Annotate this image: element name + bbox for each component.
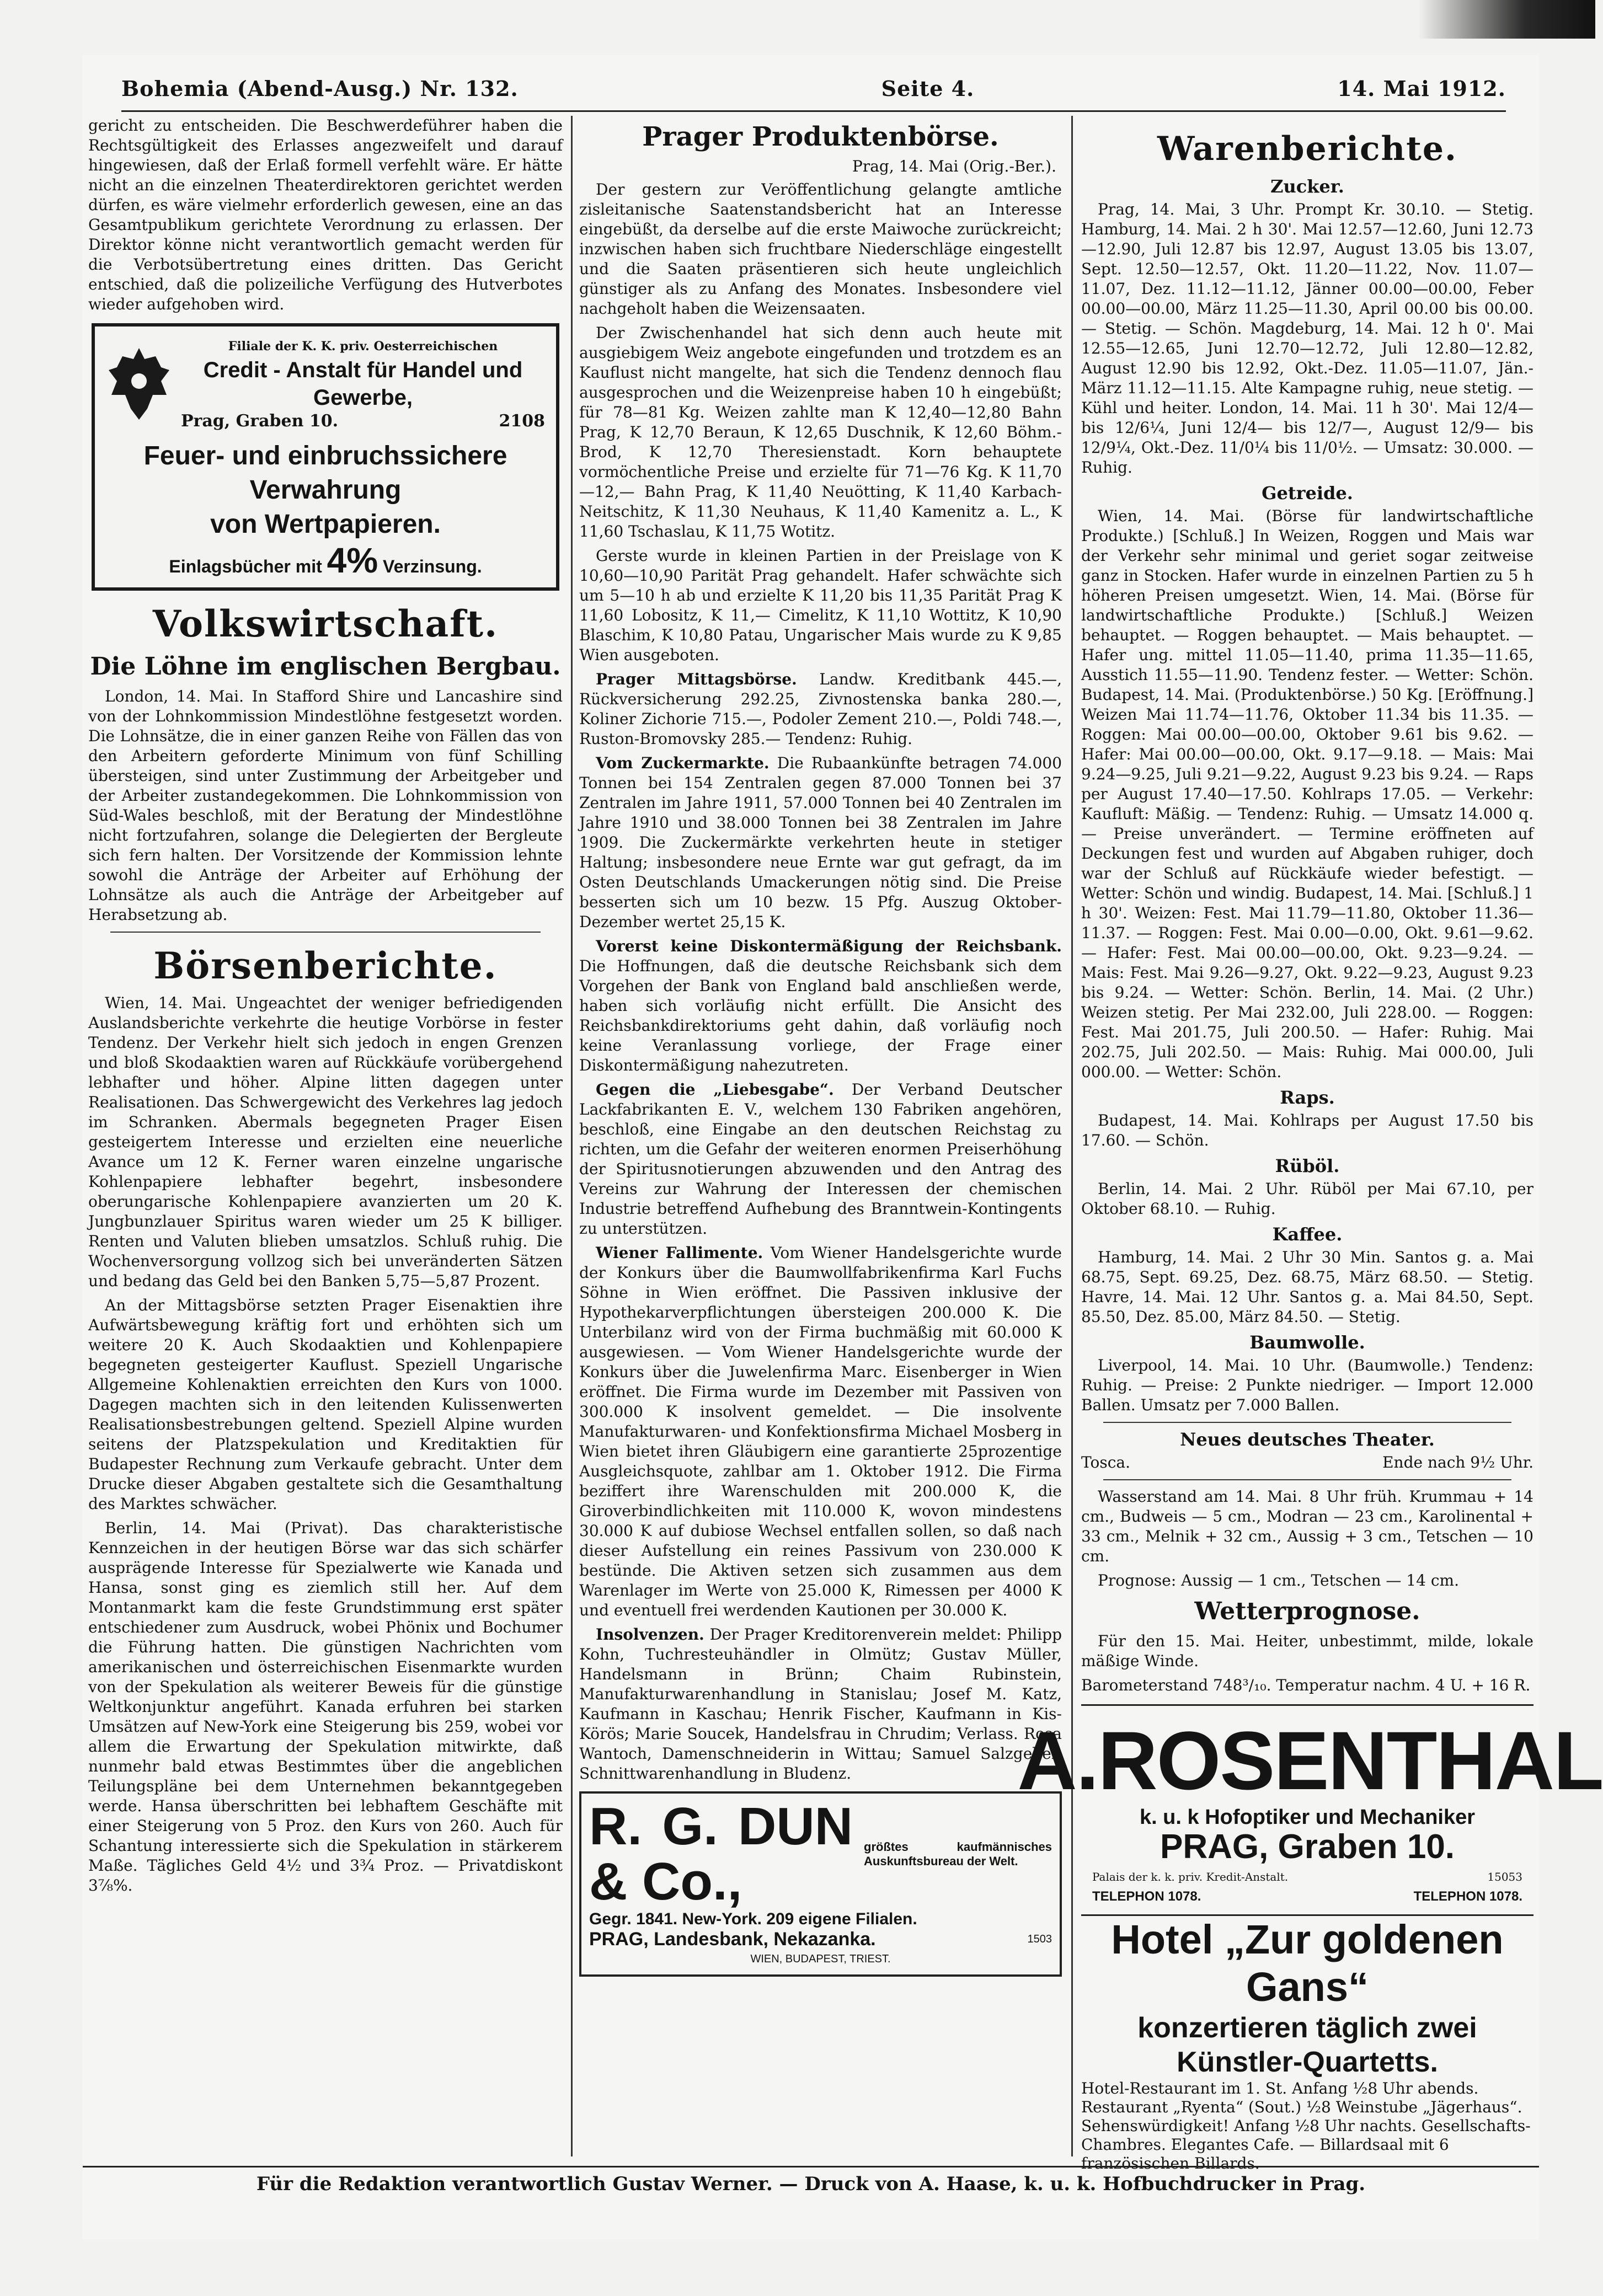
dun-name: R. G. DUN & Co., [589,1797,853,1911]
text-reichsbank: Die Hoffnungen, daß die deutsche Reichsbank sich dem Vorgehen der Bank von England bald anschließen werde, haben sich vorläufig nicht erfüllt. Die Ansicht des Reichsbankdirektoriums geht dahin, daß vorläufig noch keine Veranlassung vorliege, der Frage einer Diskontermäßigung nahezutreten. [579,957,1062,1074]
dun-line-2: Gegr. 1841. New-York. 209 eigene Filialen. [589,1910,917,1928]
text-zucker: Prag, 14. Mai, 3 Uhr. Prompt Kr. 30.10. — Stetig. Hamburg, 14. Mai. 2 h 30'. Mai 12.57—12.60, Juni 12.73—12.90, Juli 12.87 bis 12.97, August 13.05 bis 13.07, Sept. 12.50—12.57, Okt. 11.20—11.22, Nov. 11.07—11.07, Dez. 11.12—11.12, Jänner 00.00—00.00, Feber 00.00—00.00, März 11.25—11.30, April 00.00 bis 00.00. — Stetig. — Schön. Magdeburg, 14. Mai. 12 h 0'. Mai 12.55—12.65, Juni 12.70—12.72, Juli 12.80—12.82, August 12.90 bis 12.92, Okt.-Dez. 11.05—11.07, Jän.-März 11.12—11.15. Alte Kampagne ruhig, neue stetig. — Kühl und heiter. London, 14. Mai. 11 h 30'. Mai 12/4— bis 12/6¼, Juni 12/4— bis 12/7—, August 12/9— bis 12/9¼, Okt.-Dez. 11/0¼ bis 11/0½. — Umsatz: 30.000. — Ruhig. [1081,200,1533,477]
dun-line-3: PRAG, Landesbank, Nekazanka. [589,1929,876,1950]
text-liebesgabe: Der Verband Deutscher Lackfabrikanten E. V., welchem 130 Fabriken angehören, beschloß, eine Eingabe an den deutschen Reichstag zu richten, um die Gefahr der weiteren enormen Preiserhöhung der Spiritusnotierungen abzuwenden und den Antrag des Vereins zur Wahrung der Interessen der chemischen Industrie betreffend Aufhebung des Branntwein-Kontingents zu unterstützen. [579,1080,1062,1238]
ad-line-6c: Verzinsung. [383,556,482,576]
produkten-p2: Der Zwischenhandel hat sich denn auch heute mit ausgiebigem Weiz angebote eingefunden und trotzdem es an Kauflust nicht mangelte, hat sich die Tendenz dennoch flau ausgesprochen und die Weizenpreise haben 10 h eingebüßt; für 78—81 Kg. Weizen zahlte man K 12,40—12,80 Bahn Prag, K 12,70 Beraun, K 12,65 Duschnik, K 12,60 Böhm.-Brod, K 12,70 Theresienstadt. Korn behauptete vormöchentliche Preise und erzielte für 71—76 Kg. K 11,70—12,— Bahn Prag, K 11,40 Neuötting, K 11,40 Karbach-Neitschitz, K 11,30 Neuhaus, K 11,40 Kamenitz a. L., K 11,60 Tschaslau, K 11,75 Wotitz. [579,324,1062,540]
ad-line-5: von Wertpapieren. [210,510,441,539]
dun-side: größtes kaufmännisches Auskunftsbureau der Welt. [864,1840,1052,1868]
rosenthal-tel-right: TELEPHON 1078. [1413,1889,1522,1904]
report-mittagsboerse: An der Mittagsbörse setzten Prager Eisenaktien ihre Aufwärtsbewegung kräftig fort und erhöhten sich um weitere 20 K. Auch Skodaaktien und Kohlenpapiere begegneten gesteigerter Kauflust. Speziell Ungarische Allgemeine Kohlenaktien erreichten den Kurs von 1000. Dagegen machten sich in den leitenden Kulissenwerten Realisationsbestrebungen geltend. Speziell Alpine wurden seitens der Platzspekulation und Kreditaktien für Budapester Rechnung zum Verkaufe gebracht. Unter dem Drucke dieser Abgaben gestaltete sich die Gesamthaltung des Marktes schwächer. [88,1296,563,1513]
heading-rueboel: Rüböl. [1275,1155,1340,1176]
text-rueboel: Berlin, 14. Mai. 2 Uhr. Rüböl per Mai 67.10, per Oktober 68.10. — Ruhig. [1081,1180,1533,1218]
heading-getreide: Getreide. [1262,483,1353,504]
page-footer [83,2166,1539,2201]
heading-zucker: Zucker. [1270,176,1344,197]
rosenthal-tel-left: TELEPHON 1078. [1092,1889,1201,1904]
ad-line-4: Feuer- und einbruchssichere Verwahrung [143,441,507,505]
footer-text: Für die Redaktion verantwortlich Gustav Werner. — Druck von A. Haase, k. u. k. Hofbuchdrucker in Prag. [256,2173,1366,2195]
hotel-details: Hotel-Restaurant im 1. St. Anfang ½8 Uhr abends. Restaurant „Ryenta“ (Sout.) ½8 Weinstube „Jägerhaus“. Sehenswürdigkeit! Anfang ½8 Uhr nachts. Gesellschafts-Chambres. Elegantes Cafe. — Billardsaal mit 6 französischen Billards. [1081,2079,1531,2172]
text-mittagsboerse: Landw. Kreditbank 445.—, Rückversicherung 292.25, Zivnostenska banka 280.—, Koliner Zichorie 715.—, Podoler Zement 210.—, Poldi 748.—, Ruston-Bromovsky 285.— Tendenz: Ruhig. [579,670,1062,748]
text-wasserstand: Wasserstand am 14. Mai. 8 Uhr früh. Krummau + 14 cm., Budweis — 5 cm., Modran — 23 cm., Karolinental + 33 cm., Melnik + 32 cm., Aussig + 3 cm., Tetschen — 10 cm. [1081,1487,1533,1565]
header-masthead: Bohemia (Abend-Ausg.) Nr. 132. [121,76,519,101]
label-fallimente: Wiener Fallimente. [596,1244,763,1262]
dun-line-4: WIEN, BUDAPEST, TRIEST. [750,1953,891,1965]
section-title-boersenberichte: Börsenberichte. [153,944,498,987]
text-barometer: Barometerstand 748³/₁₀. Temperatur nachm. 4 U. + 16 R. [1081,1676,1531,1694]
text-wetter: Für den 15. Mai. Heiter, unbestimmt, milde, lokale mäßige Winde. [1081,1632,1533,1670]
separator [1103,1422,1511,1423]
text-insolvenzen: Der Prager Kreditorenverein meldet: Philipp Kohn, Tuchresteuhändler in Olmütz; Gustav Müller, Handelsmann in Brünn; Chaim Rubinstein, Manufakturwarenhandlung in Stanislau; Josef M. Katz, Kaufmann in Kaschau; Henrik Fischer, Kaufmann in Kis-Körös; Marie Soucek, Handelsfrau in Chrudim; Verlass. Rosa Wantoch, Damenschneiderin in Wittau; Samuel Salzgeber, Schnittwarenhandlung in Bludenz. [579,1625,1062,1783]
eagle-emblem-icon [106,342,172,425]
column-left [88,116,563,2156]
header-date: 14. Mai 1912. [1337,76,1506,101]
header-page-number: Seite 4. [881,76,975,101]
rosenthal-line-3: Palais der k. k. priv. Kredit-Anstalt. [1092,1870,1289,1883]
hotel-tagline: konzertieren täglich zwei Künstler-Quartetts. [1137,2012,1477,2078]
column-middle [579,116,1062,2156]
heading-wetterprognose: Wetterprognose. [1194,1597,1420,1625]
theater-end: Ende nach 9½ Uhr. [1382,1453,1533,1471]
rosenthal-line-1: k. u. k Hofoptiker und Mechaniker [1139,1806,1476,1829]
ad-line-2: Credit - Anstalt für Handel und Gewerbe, [203,358,523,410]
credit-anstalt-ad [92,323,559,591]
ad-line-1: Filiale der K. K. priv. Oesterreichischen [228,339,498,354]
rosenthal-code: 15053 [1487,1870,1522,1883]
rosenthal-name: A.ROSENTHAL [1017,1714,1603,1807]
hotel-name: Hotel „Zur goldenen Gans“ [1111,1917,1504,2010]
ad-line-3: Prag, Graben 10. [181,411,339,431]
separator [1103,1479,1511,1480]
heading-baumwolle: Baumwolle. [1249,1332,1365,1353]
heading-kaffee: Kaffee. [1272,1224,1343,1245]
text-prognose: Prognose: Aussig — 1 cm., Tetschen — 14 cm. [1098,1571,1459,1589]
rosenthal-ad [1017,1704,1603,1916]
text-fallimente: Vom Wiener Handelsgerichte wurde der Konkurs über die Baumwollfabrikenfirma Karl Fuchs Söhne in Wien eröffnet. Die Passiven inklusive der Hypothekarverpflichtungen übersteigen 200.000 K. Die Unterbilanz wird von der Firma buchmäßig mit 60.000 K ausgewiesen. — Vom Wiener Handelsgerichte wurde der Konkurs über die Juwelenfirma Marc. Eisenberger in Wien eröffnet. Die Firma wurde im Dezember mit Passiven von 300.000 K insolvent gemeldet. — Die insolvente Manufakturwaren- und Konfektionsfirma Michael Mosberg in Wien bietet ihren Gläubigern eine garantierte 25prozentige Ausgleichsquote, zahlbar am 1. Oktober 1912. Die Firma beziffert ihre Warenschulden mit 200.000 K, die Giroverbindlichkeiten mit 110.000 K, wovon mindestens 30.000 K auf dubiose Wechsel entfallen sollen, so daß nach dieser Aufstellung ein reines Passivum von 230.000 K bestünde. Die Aktiven setzen sich zusammen aus dem Warenlager im Werte von 25.000 K, Rimessen per 4000 K und eventuell frei werdenden Kautionen per 30.000 K. [579,1244,1062,1619]
section-title-warenberichte: Warenberichte. [1157,130,1457,168]
column-divider-1 [571,116,573,2156]
report-berlin: Berlin, 14. Mai (Privat). Das charakteristische Kennzeichen in der heutigen Börse war das sich schärfer ausprägende Interesse für Spezialwerte wie Kanada und Hansa, sonst ging es ziemlich still her. Auf dem Montanmarkt kam die feste Grundstimmung erst später entschiedener zum Ausdruck, wobei Phönix und Bochumer die Führung hatten. Die günstigen Nachrichten vom amerikanischen und österreichischen Eisenmarkte wurden von der Spekulation als weiterer Beweis für die günstige Weltkonjunktur angeführt. Kanada erfuhren bei starken Umsätzen auf New-York eine Steigerung bis 259, wobei vor allem die Erwartung der Spekulation mitwirkte, daß nunmehr bald etwas Bestimmtes über die angeblichen Teilungspläne bei dem Unternehmen bekanntgegeben werde. Hansa überschritten bei lebhaftem Geschäfte mit einer Steigerung von 5 Proz. den Kurs von 260. Auch für Schantung interessierte sich die Spekulation in stärkerem Maße. Tägliches Geld 4½ und 3¾ Proz. — Privatdiskont 3⅞%. [88,1519,563,1894]
dun-ad [579,1791,1062,1977]
produkten-p3: Gerste wurde in kleinen Partien in der Preislage von K 10,60—10,90 Parität Prag gehandelt. Hafer schwächte sich um 5—10 h ab und erzielte K 11,20 bis 11,35 Parität Prag K 11,60 Lobositz, K 11,— Cimelitz, K 11,10 Wottitz, K 10,90 Blaschim, K 10,80 Patau, Ungarischer Mais wurde zu K 9,85 Wien ausgeboten. [579,547,1062,664]
label-reichsbank: Vorerst keine Diskontermäßigung der Reichsbank. [596,937,1062,955]
separator [110,932,541,933]
heading-theater: Neues deutsches Theater. [1180,1429,1435,1450]
rosenthal-address: PRAG, Graben 10. [1159,1828,1455,1866]
text-baumwolle: Liverpool, 14. Mai. 10 Uhr. (Baumwolle.) Tendenz: Ruhig. — Preise: 2 Punkte niedriger. — Import 12.000 Ballen. Umsatz per 7.000 Ballen. [1081,1356,1533,1414]
newspaper-page [83,55,1603,2239]
text-zuckermarkt: Die Rubaankünfte betragen 74.000 Tonnen bei 154 Zentralen gegen 87.000 Tonnen bei 37 Zentralen im Jahre 1911, 57.000 Tonnen bei 40 Zentralen im Jahre 1910 und 38.000 Tonnen bei 38 Zentralen im Jahre 1909. Die Zuckermärkte verkehrten heute in stetiger Haltung; insbesondere neue Ernte war gut gefragt, da im Osten Deutschlands Umackerungen nötig sind. Die Preise besserten sich um 10 bezw. 15 Pfg. Auszug Oktober-Dezember wertet 25,15 K. [579,754,1062,931]
theater-play: Tosca. [1081,1453,1131,1471]
ad-line-6a: Einlagsbücher mit [169,556,322,576]
page-header [121,66,1506,112]
ad-line-6b: 4% [327,540,378,580]
article-title-loehne: Die Löhne im englischen Bergbau. [90,652,561,681]
column-divider-2 [1071,116,1073,2156]
label-mittagsboerse: Prager Mittagsbörse. [596,670,797,688]
intro-paragraph: gericht zu entscheiden. Die Beschwerdeführer haben die Rechtsgültigkeit des Erlasses angezweifelt und darauf hingewiesen, daß der Erlaß formell verfehlt wäre. Er hätte nicht an die einzelnen Theaterdirektoren gerichtet werden dürfen, es wäre vielmehr erforderlich gewesen, eine an das Gesamtpublikum gerichtete Verordnung zu erlassen. Der Direktor könne nicht verantwortlich gemacht werden für die Verbotsübertretung eines dritten. Das Gericht entschied, daß die polizeiliche Verfügung des Hutverbotes wieder aufgehoben wird. [88,116,563,313]
dateline-prag: Prag, 14. Mai (Orig.-Ber.). [852,157,1056,175]
ad-code: 2108 [499,411,545,431]
section-title-produktenboerse: Prager Produktenbörse. [642,121,999,152]
hotel-ad [1081,1916,1533,2173]
heading-raps: Raps. [1280,1087,1335,1108]
report-wien: Wien, 14. Mai. Ungeachtet der weniger befriedigenden Auslandsberichte verkehrte die heutige Vorbörse in fester Tendenz. Der Verkehr hielt sich jedoch in engen Grenzen und bloß Skodaaktien waren auf Rückkäufe vorübergehend lebhafter und höher. Alpine litten dagegen unter Realisationen. Das Schwergewicht des Verkehres lag jedoch im Schranken. Abermals begegneten Prager Eisen gesteigertem Interesse und erzielten eine neuerliche Avance um 12 K. Ferner waren einzelne ungarische Kohlenpapiere lebhafter begehrt, insbesondere oberungarische Kohlenpapiere avanzierten um 20 K. Jungbunzlauer Spiritus waren wieder um 25 K billiger. Renten und Valuten blieben umsatzlos. Schluß ruhig. Die Wochenversorgung vollzog sich bei unveränderten Sätzen und bedang das Geld bei den Banken 5,75—5,87 Prozent. [88,994,563,1290]
produkten-p1: Der gestern zur Veröffentlichung gelangte amtliche zisleitanische Saatenstandsbericht hat an Interesse eingebüßt, da derselbe auf die erste Maiwoche zurückreicht; inzwischen haben sich fruchtbare Niederschläge eingestellt und die Saaten präsentieren sich heute ungleichlich günstiger als zu Anfang des Monates. Insbesondere viel nachgeholt haben die Weizensaaten. [579,180,1062,318]
article-loehne-text: London, 14. Mai. In Stafford Shire und Lancashire sind von der Lohnkommission Mindestlöhne festgesetzt worden. Die Lohnsätze, die in einer ganzen Reihe von Fällen das von den Arbeitern geforderte Minimum von fünf Schilling übersteigen, sind unter Zustimmung der Arbeitgeber und der Arbeiter zustandegekommen. Die Lohnkommission von Süd-Wales beschloß, mit der Beratung der Mindestlöhne nicht fortzufahren, solange die Delegierten der Bergleute sich fern halten. Der Vorsitzende der Kommission lehnte sowohl die Anträge der Arbeiter auf Erhöhung der Lohnsätze als auch die Anträge der Arbeitgeber auf Herabsetzung ab. [88,687,563,924]
dun-code: 1503 [1027,1933,1052,1945]
label-insolvenzen: Insolvenzen. [596,1625,704,1644]
section-title-volkswirtschaft: Volkswirtschaft. [152,602,499,645]
label-zuckermarkt: Vom Zuckermarkte. [596,754,770,772]
scan-edge-shadow [1419,0,1595,39]
text-raps: Budapest, 14. Mai. Kohlraps per August 17.50 bis 17.60. — Schön. [1081,1111,1533,1149]
text-kaffee: Hamburg, 14. Mai. 2 Uhr 30 Min. Santos g. a. Mai 68.75, Sept. 69.25, Dez. 68.75, März 68.50. — Stetig. Havre, 14. Mai. 12 Uhr. Santos g. a. Mai 84.50, Sept. 85.50, Dez. 85.00, März 84.50. — Stetig. [1081,1248,1533,1326]
text-getreide: Wien, 14. Mai. (Börse für landwirtschaftliche Produkte.) [Schluß.] In Weizen, Roggen und Mais war der Verkehr sehr minimal und geriet sogar zeitweise ganz in Stocken. Hafer wurde in einzelnen Partien zu 5 h höheren Preisen umgesetzt. Wien, 14. Mai. (Börse für landwirtschaftliche Produkte.) [Schluß.] Weizen behauptet. — Roggen behauptet. — Mais behauptet. — Hafer ung. mittel 11.05—11.40, prima 11.35—11.65, Ausstich 11.55—11.90. Tendenz fester. — Wetter: Schön. Budapest, 14. Mai. (Produktenbörse.) 50 Kg. [Eröffnung.] Weizen Mai 11.74—11.76, Oktober 11.34 bis 11.35. — Roggen: Mai 00.00—00.00, Oktober 9.61 bis 9.62. — Hafer: Mai 00.00—00.00, Okt. 9.17—9.18. — Mais: Mai 9.24—9.25, Juli 9.21—9.22, August 9.23 bis 9.24. — Raps per August 17.40—17.50. Kohlraps 17.05. — Verkehr: Kaufluft: Mäßig. — Tendenz: Ruhig. — Umsatz 14.000 q. — Preise unverändert. — Termine eröffneten auf Deckungen fest und wurden auf Abgaben ruhiger, doch war der Schluß auf Rückkäufe wieder befestigt. — Wetter: Schön und windig. Budapest, 14. Mai. [Schluß.] 1 h 30'. Weizen: Fest. Mai 11.79—11.80, Oktober 11.36—11.37. — Roggen: Fest. Mai 0.00—0.00, Okt. 9.61—9.62. — Hafer: Fest. Mai 00.00—00.00, Okt. 9.23—9.24. — Mais: Fest. Mai 9.26—9.27, Okt. 9.22—9.23, August 9.23 bis 9.24. — Wetter: Schön. Berlin, 14. Mai. (2 Uhr.) Weizen stetig. Per Mai 232.00, Juli 228.00. — Roggen: Fest. Mai 201.75, Juli 200.50. — Hafer: Ruhig. Mai 202.75, Juli 202.50. — Mais: Ruhig. Mai 000.00, Juli 000.00. — Wetter: Schön. [1081,507,1533,1081]
label-liebesgabe: Gegen die „Liebesgabe“. [596,1080,834,1099]
